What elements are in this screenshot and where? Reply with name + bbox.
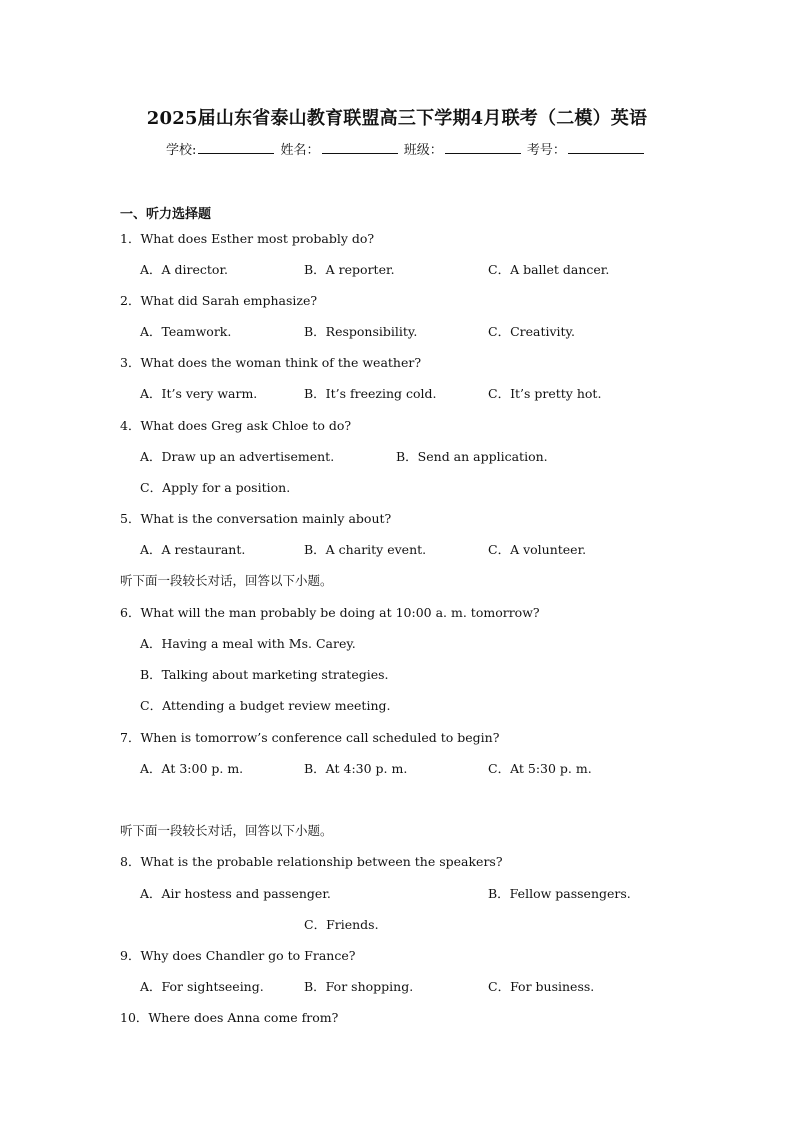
question-5-option-c: C．A volunteer. [488,542,587,557]
question-6-option-a: A．Having a meal with Ms. Carey. [140,636,356,651]
question-7-option-a: A．At 3:00 p. m. [140,761,244,776]
question-2-option-a: A．Teamwork. [140,324,232,339]
question-8-stem: 8．What is the probable relationship between the speakers? [120,854,503,869]
page-title: 2025届山东省泰山教育联盟高三下学期4月联考（二模）英语 [146,108,648,129]
question-6-stem: 6．What will the man probably be doing at 10:00 a. m. tomorrow? [120,605,540,620]
section-heading: 一、听力选择题 [120,207,212,222]
class-label: 班级： [403,143,443,158]
question-2-option-b: B．Responsibility. [304,324,418,339]
question-10-stem: 10．Where does Anna come from? [120,1010,339,1025]
question-9-stem: 9．Why does Chandler go to France? [120,948,356,963]
question-6-option-c: C．Attending a budget review meeting. [140,698,391,713]
exam-number-blank[interactable] [568,141,644,154]
student-info-line [166,139,646,158]
question-2-option-c: C．Creativity. [488,324,575,339]
school-blank[interactable] [198,141,274,154]
question-3-option-a: A．It’s very warm. [140,386,258,401]
question-9-option-a: A．For sightseeing. [140,979,264,994]
question-8-option-c: C．Friends. [304,917,379,932]
question-7-stem: 7．When is tomorrow’s conference call scheduled to begin? [120,730,500,745]
class-blank[interactable] [445,141,521,154]
name-label: 姓名： [280,143,320,158]
question-1-stem: 1．What does Esther most probably do? [120,231,375,246]
question-1-option-b: B．A reporter. [304,262,395,277]
question-5-option-b: B．A charity event. [304,542,427,557]
question-9-option-b: B．For shopping. [304,979,414,994]
name-blank[interactable] [322,141,398,154]
question-7-option-b: B．At 4:30 p. m. [304,761,408,776]
question-3-option-b: B．It’s freezing cold. [304,386,437,401]
question-3-stem: 3．What does the woman think of the weather? [120,355,422,370]
listening-instruction: 听下面一段较长对话，回答以下小题。 [120,823,333,838]
listening-instruction: 听下面一段较长对话，回答以下小题。 [120,573,333,588]
question-3-option-c: C．It’s pretty hot. [488,386,602,401]
question-8-option-b: B．Fellow passengers. [488,886,631,901]
question-7-option-c: C．At 5:30 p. m. [488,761,592,776]
question-4-option-a: A．Draw up an advertisement. [140,449,335,464]
question-4-stem: 4．What does Greg ask Chloe to do? [120,418,352,433]
question-8-option-a: A．Air hostess and passenger. [140,886,331,901]
question-2-stem: 2．What did Sarah emphasize? [120,293,318,308]
question-9-option-c: C．For business. [488,979,595,994]
question-4-option-c: C．Apply for a position. [140,480,291,495]
question-1-option-a: A．A director. [140,262,229,277]
question-5-option-a: A．A restaurant. [140,542,246,557]
question-1-option-c: C．A ballet dancer. [488,262,610,277]
school-label: 学校: [166,143,197,158]
exam-number-label: 考号： [526,143,566,158]
question-6-option-b: B．Talking about marketing strategies. [140,667,389,682]
question-4-option-b: B．Send an application. [396,449,548,464]
question-5-stem: 5．What is the conversation mainly about? [120,511,392,526]
